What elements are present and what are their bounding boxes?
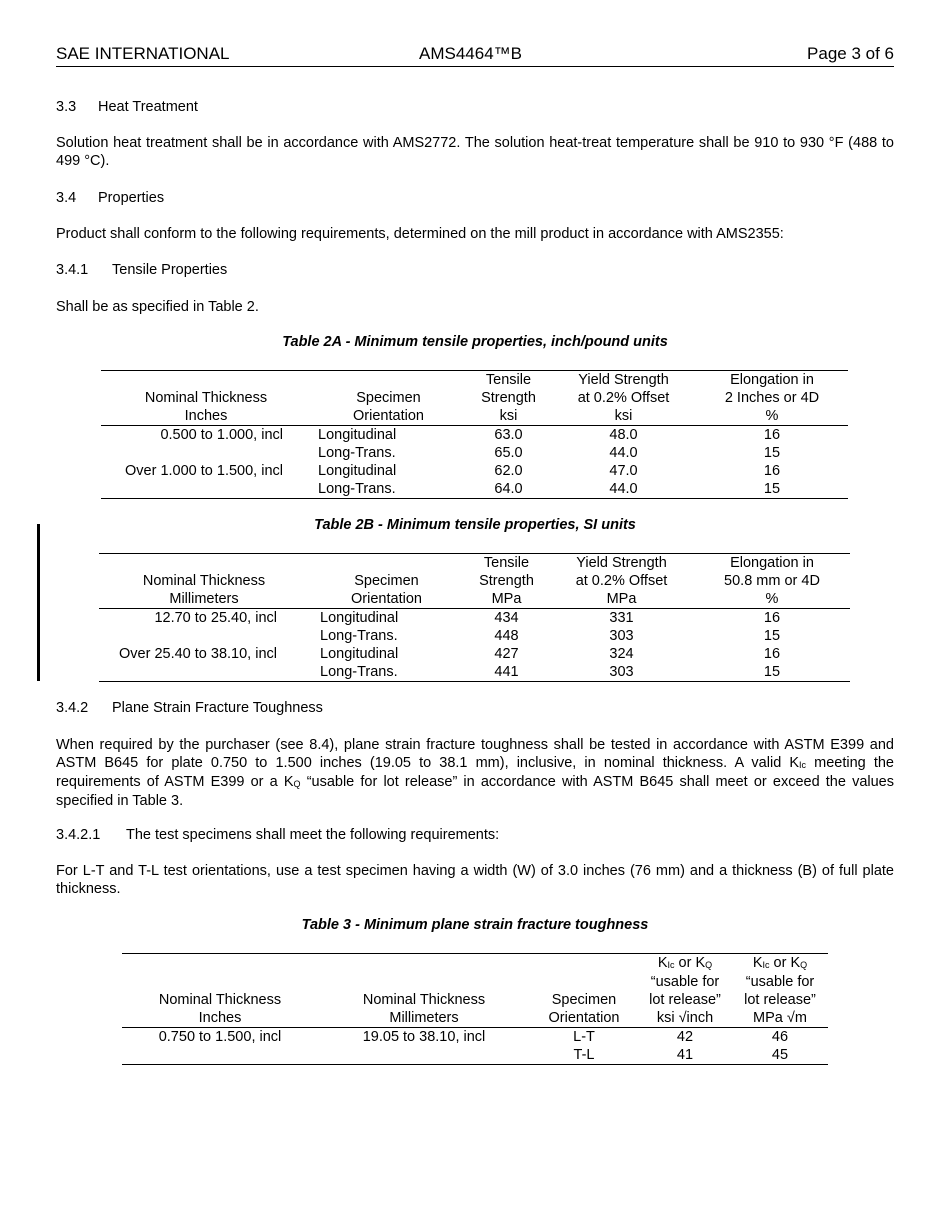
subscript: Ic xyxy=(799,760,807,770)
yield-cell: 303 xyxy=(609,628,634,644)
thickness-cell xyxy=(99,627,309,645)
orientation-cell: Long-Trans. xyxy=(318,445,396,461)
subscript: Q xyxy=(293,779,301,789)
section-number: 3.4.2 xyxy=(56,700,89,716)
table-2b-caption: Table 2B - Minimum tensile properties, SI units xyxy=(314,517,636,533)
header-cell: at 0.2% Offset xyxy=(577,390,670,406)
body-text: “usable for lot release” in accordance with ASTM B645 shall meet or exceed the values specified in Table 3. xyxy=(56,774,894,809)
header-cell: Nominal Thickness xyxy=(158,992,282,1008)
section-body-3-4-2 xyxy=(56,736,894,810)
tensile-cell: 63.0 xyxy=(494,427,523,443)
thickness-cell xyxy=(101,480,311,499)
section-number: 3.4 xyxy=(56,190,77,206)
table-row xyxy=(99,627,850,645)
header-text: or K xyxy=(674,955,706,971)
table-3 xyxy=(122,953,828,1065)
elongation-cell: 15 xyxy=(763,481,781,497)
header-cell: Elongation in xyxy=(730,372,814,388)
section-title: Heat Treatment xyxy=(98,99,198,115)
header-cell: MPa xyxy=(549,590,694,609)
header-cell: lot release” xyxy=(649,992,721,1008)
table-2a xyxy=(101,370,848,499)
elongation-cell: 16 xyxy=(763,463,781,479)
section-body-3-4-2-1: For L-T and T-L test orientations, use a test specimen having a width (W) of 3.0 inches (76 mm) and a thickness (B) of full plate thickness. xyxy=(56,863,894,897)
header-cell: at 0.2% Offset xyxy=(575,573,668,589)
table-row xyxy=(99,645,850,663)
elongation-cell: 15 xyxy=(763,628,781,644)
header-org: SAE INTERNATIONAL xyxy=(56,44,230,63)
thickness-in-cell: 0.750 to 1.500, incl xyxy=(158,1029,282,1045)
yield-cell: 331 xyxy=(609,610,634,626)
header-text: or K xyxy=(769,955,801,971)
thickness-mm-cell xyxy=(318,1046,530,1065)
header-cell: Inches xyxy=(122,1009,318,1028)
header-cell: MPa xyxy=(464,590,549,609)
yield-cell: 324 xyxy=(609,646,634,662)
header-cell: ksi xyxy=(551,407,696,426)
ksi-cell: 42 xyxy=(676,1029,694,1045)
tensile-cell: 448 xyxy=(494,628,519,644)
table-row xyxy=(122,1046,828,1065)
table-2a-caption: Table 2A - Minimum tensile properties, inch/pound units xyxy=(282,334,668,350)
table-row xyxy=(101,426,848,445)
header-cell: MPa √m xyxy=(732,1009,828,1028)
header-cell: Specimen xyxy=(356,390,421,406)
section-title: Tensile Properties xyxy=(112,262,228,278)
yield-cell: 44.0 xyxy=(609,481,638,497)
header-cell: Orientation xyxy=(530,1009,638,1028)
header-text: K xyxy=(657,955,668,971)
header-cell: “usable for xyxy=(650,974,720,990)
header-page-number: Page 3 of 6 xyxy=(807,44,894,63)
header-cell: lot release” xyxy=(744,992,816,1008)
tensile-cell: 441 xyxy=(494,664,519,680)
header-cell: Strength xyxy=(481,390,536,406)
section-title: Properties xyxy=(98,190,165,206)
elongation-cell: 16 xyxy=(763,646,781,662)
header-cell: Tensile xyxy=(485,372,532,388)
header-cell xyxy=(638,954,732,974)
section-heading-3-3 xyxy=(56,98,894,116)
tensile-cell: 64.0 xyxy=(494,481,523,497)
body-text: When required by the purchaser (see 8.4), plane strain fracture toughness shall be tested in accordance with ASTM E399 and ASTM B645 for plate 0.750 to 1.500 inches (19.05 to 38.1 mm), inclusive, in nominal thickness. A valid K xyxy=(56,737,894,771)
header-cell: 50.8 mm or 4D xyxy=(724,573,820,589)
orientation-cell: Longitudinal xyxy=(318,427,397,443)
section-heading-3-4-2-1 xyxy=(56,826,894,844)
section-title: Plane Strain Fracture Toughness xyxy=(112,700,323,716)
table-row xyxy=(101,444,848,462)
header-cell: Millimeters xyxy=(318,1009,530,1028)
subscript: Ic xyxy=(762,960,770,970)
yield-cell: 48.0 xyxy=(609,427,638,443)
table-3-caption: Table 3 - Minimum plane strain fracture toughness xyxy=(301,917,649,933)
orientation-cell: Longitudinal xyxy=(320,646,399,662)
elongation-cell: 16 xyxy=(763,427,781,443)
header-cell: ksi √inch xyxy=(638,1009,732,1028)
section-body-3-3: Solution heat treatment shall be in accordance with AMS2772. The solution heat-treat temperature shall be 910 to 930 °F (488 to 499 °C). xyxy=(56,135,894,169)
ksi-cell: 41 xyxy=(676,1047,694,1063)
tensile-cell: 62.0 xyxy=(494,463,523,479)
header-cell: Elongation in xyxy=(730,555,814,571)
revision-change-bar xyxy=(37,524,40,681)
thickness-cell xyxy=(101,444,311,462)
subscript: Q xyxy=(800,960,808,970)
header-cell: Nominal Thickness xyxy=(362,992,486,1008)
header-cell xyxy=(732,954,828,974)
table-row xyxy=(99,663,850,682)
header-cell: Nominal Thickness xyxy=(144,390,268,406)
header-cell: Inches xyxy=(101,407,311,426)
table-row xyxy=(122,1028,828,1047)
yield-cell: 44.0 xyxy=(609,445,638,461)
mpa-cell: 45 xyxy=(771,1047,789,1063)
header-cell: ksi xyxy=(466,407,551,426)
orientation-cell: Long-Trans. xyxy=(318,481,396,497)
header-cell: % xyxy=(696,407,848,426)
section-title: The test specimens shall meet the following requirements: xyxy=(126,827,500,843)
tensile-cell: 434 xyxy=(494,610,519,626)
orientation-cell: Long-Trans. xyxy=(320,664,398,680)
table-row xyxy=(101,462,848,480)
orientation-cell: Longitudinal xyxy=(320,610,399,626)
elongation-cell: 16 xyxy=(763,610,781,626)
tensile-cell: 65.0 xyxy=(494,445,523,461)
header-cell: % xyxy=(694,590,850,609)
header-cell: Yield Strength xyxy=(578,372,669,388)
section-heading-3-4-1 xyxy=(56,261,894,279)
header-cell: Tensile xyxy=(483,555,530,571)
mpa-cell: 46 xyxy=(771,1029,789,1045)
table-row xyxy=(101,480,848,499)
thickness-cell: 12.70 to 25.40, incl xyxy=(154,610,277,626)
subscript: Ic xyxy=(667,960,675,970)
header-cell: Strength xyxy=(479,573,534,589)
body-text: meeting the requirements of ASTM E399 or a K xyxy=(56,755,894,790)
thickness-cell: 0.500 to 1.000, incl xyxy=(160,427,283,443)
orientation-cell: T-L xyxy=(573,1047,595,1063)
orientation-cell: L-T xyxy=(573,1029,595,1045)
header-doc-number: AMS4464™B xyxy=(419,44,522,63)
thickness-cell: Over 25.40 to 38.10, incl xyxy=(119,646,277,662)
section-number: 3.3 xyxy=(56,99,77,115)
elongation-cell: 15 xyxy=(763,445,781,461)
table-row xyxy=(99,609,850,628)
thickness-in-cell xyxy=(122,1046,318,1065)
header-cell: Specimen xyxy=(354,573,419,589)
header-cell: Specimen xyxy=(551,992,617,1008)
header-cell: Nominal Thickness xyxy=(142,573,266,589)
elongation-cell: 15 xyxy=(763,664,781,680)
orientation-cell: Longitudinal xyxy=(318,463,397,479)
thickness-cell xyxy=(99,663,309,682)
section-number: 3.4.1 xyxy=(56,262,89,278)
section-body-3-4: Product shall conform to the following requirements, determined on the mill product in accordance with AMS2355: xyxy=(56,226,784,242)
yield-cell: 47.0 xyxy=(609,463,638,479)
header-cell: “usable for xyxy=(745,974,815,990)
thickness-mm-cell: 19.05 to 38.10, incl xyxy=(362,1029,486,1045)
header-cell: Orientation xyxy=(311,407,466,426)
subscript: Q xyxy=(705,960,713,970)
orientation-cell: Long-Trans. xyxy=(320,628,398,644)
header-cell: Orientation xyxy=(309,590,464,609)
section-body-3-4-1: Shall be as specified in Table 2. xyxy=(56,299,259,315)
page-header xyxy=(56,44,894,67)
section-number: 3.4.2.1 xyxy=(56,827,101,843)
header-text: K xyxy=(752,955,763,971)
thickness-cell: Over 1.000 to 1.500, incl xyxy=(125,463,283,479)
header-cell: 2 Inches or 4D xyxy=(724,390,820,406)
section-heading-3-4-2 xyxy=(56,699,894,717)
yield-cell: 303 xyxy=(609,664,634,680)
table-2b xyxy=(99,553,850,682)
tensile-cell: 427 xyxy=(494,646,519,662)
header-cell: Yield Strength xyxy=(576,555,667,571)
header-cell: Millimeters xyxy=(99,590,309,609)
section-heading-3-4 xyxy=(56,189,894,207)
